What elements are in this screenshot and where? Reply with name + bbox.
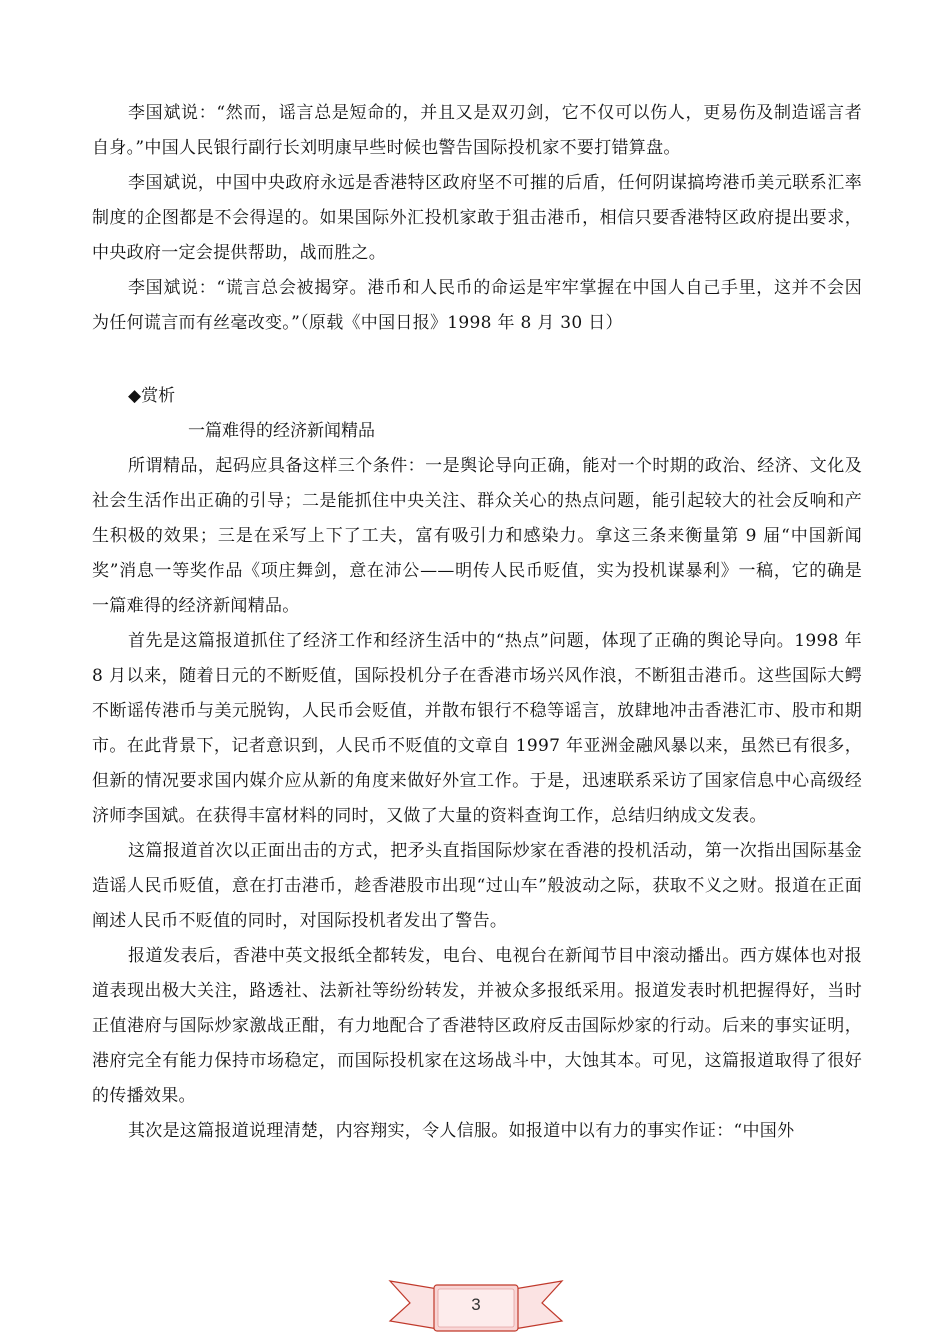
- ribbon-right-tail: [514, 1281, 562, 1329]
- paragraph: 李国斌说：“谎言总会被揭穿。港币和人民币的命运是牢牢掌握在中国人自己手里，这并不会因为任何谎言而有丝毫改变。”（原载《中国日报》1998 年 8 月 30 日）: [92, 278, 862, 333]
- ribbon-left-tail: [390, 1281, 438, 1329]
- document-body: [92, 96, 862, 1149]
- page-footer: [388, 1275, 564, 1337]
- paragraph: 这篇报道首次以正面出击的方式，把矛头直指国际炒家在香港的投机活动，第一次指出国际基金造谣人民币贬值，意在打击港币，趁香港股市出现“过山车”般波动之际，获取不义之财。报道在正面阐述人民币不贬值的同时，对国际投机者发出了警告。: [92, 841, 862, 931]
- section-subtitle: 一篇难得的经济新闻精品: [188, 421, 375, 441]
- paragraph: 李国斌说，中国中央政府永远是香港特区政府坚不可摧的后盾，任何阴谋搞垮港币美元联系汇率制度的企图都是不会得逞的。如果国际外汇投机家敢于狙击港币，相信只要香港特区政府提出要求，中央政府一定会提供帮助，战而胜之。: [92, 173, 862, 263]
- section-heading: ◆赏析: [128, 386, 176, 406]
- paragraph: 其次是这篇报道说理清楚，内容翔实，令人信服。如报道中以有力的事实作证：“中国外: [128, 1121, 795, 1141]
- section-spacer: [92, 341, 862, 379]
- paragraph: 李国斌说：“然而，谣言总是短命的，并且又是双刃剑，它不仅可以伤人，更易伤及制造谣言者自身。”中国人民银行副行长刘明康早些时候也警告国际投机家不要打错算盘。: [92, 103, 862, 158]
- page-number: 3: [471, 1295, 481, 1314]
- paragraph: 所谓精品，起码应具备这样三个条件：一是舆论导向正确，能对一个时期的政治、经济、文化及社会生活作出正确的引导；二是能抓住中央关注、群众关心的热点问题，能引起较大的社会反响和产生积极的效果；三是在采写上下了工夫，富有吸引力和感染力。拿这三条来衡量第 9 届“中国新闻奖”消息一等奖作品《项庄舞剑，意在沛公——明传人民币贬值，实为投机谋暴利》一稿，它的确是一篇难得的经济新闻精品。: [92, 456, 862, 616]
- paragraph: 报道发表后，香港中英文报纸全都转发，电台、电视台在新闻节目中滚动播出。西方媒体也对报道表现出极大关注，路透社、法新社等纷纷转发，并被众多报纸采用。报道发表时机把握得好，当时正值港府与国际炒家激战正酣，有力地配合了香港特区政府反击国际炒家的行动。后来的事实证明，港府完全有能力保持市场稳定，而国际投机家在这场战斗中，大蚀其本。可见，这篇报道取得了很好的传播效果。: [92, 946, 862, 1106]
- paragraph: 首先是这篇报道抓住了经济工作和经济生活中的“热点”问题，体现了正确的舆论导向。1998 年 8 月以来，随着日元的不断贬值，国际投机分子在香港市场兴风作浪，不断狙击港币。这些国际大鳄不断谣传港币与美元脱钩，人民币会贬值，并散布银行不稳等谣言，放肆地冲击香港汇市、股市和期市。在此背景下，记者意识到，人民币不贬值的文章自 1997 年亚洲金融风暴以来，虽然已有很多，但新的情况要求国内媒介应从新的角度来做好外宣工作。于是，迅速联系采访了国家信息中心高级经济师李国斌。在获得丰富材料的同时，又做了大量的资料查询工作，总结归纳成文发表。: [92, 631, 862, 826]
